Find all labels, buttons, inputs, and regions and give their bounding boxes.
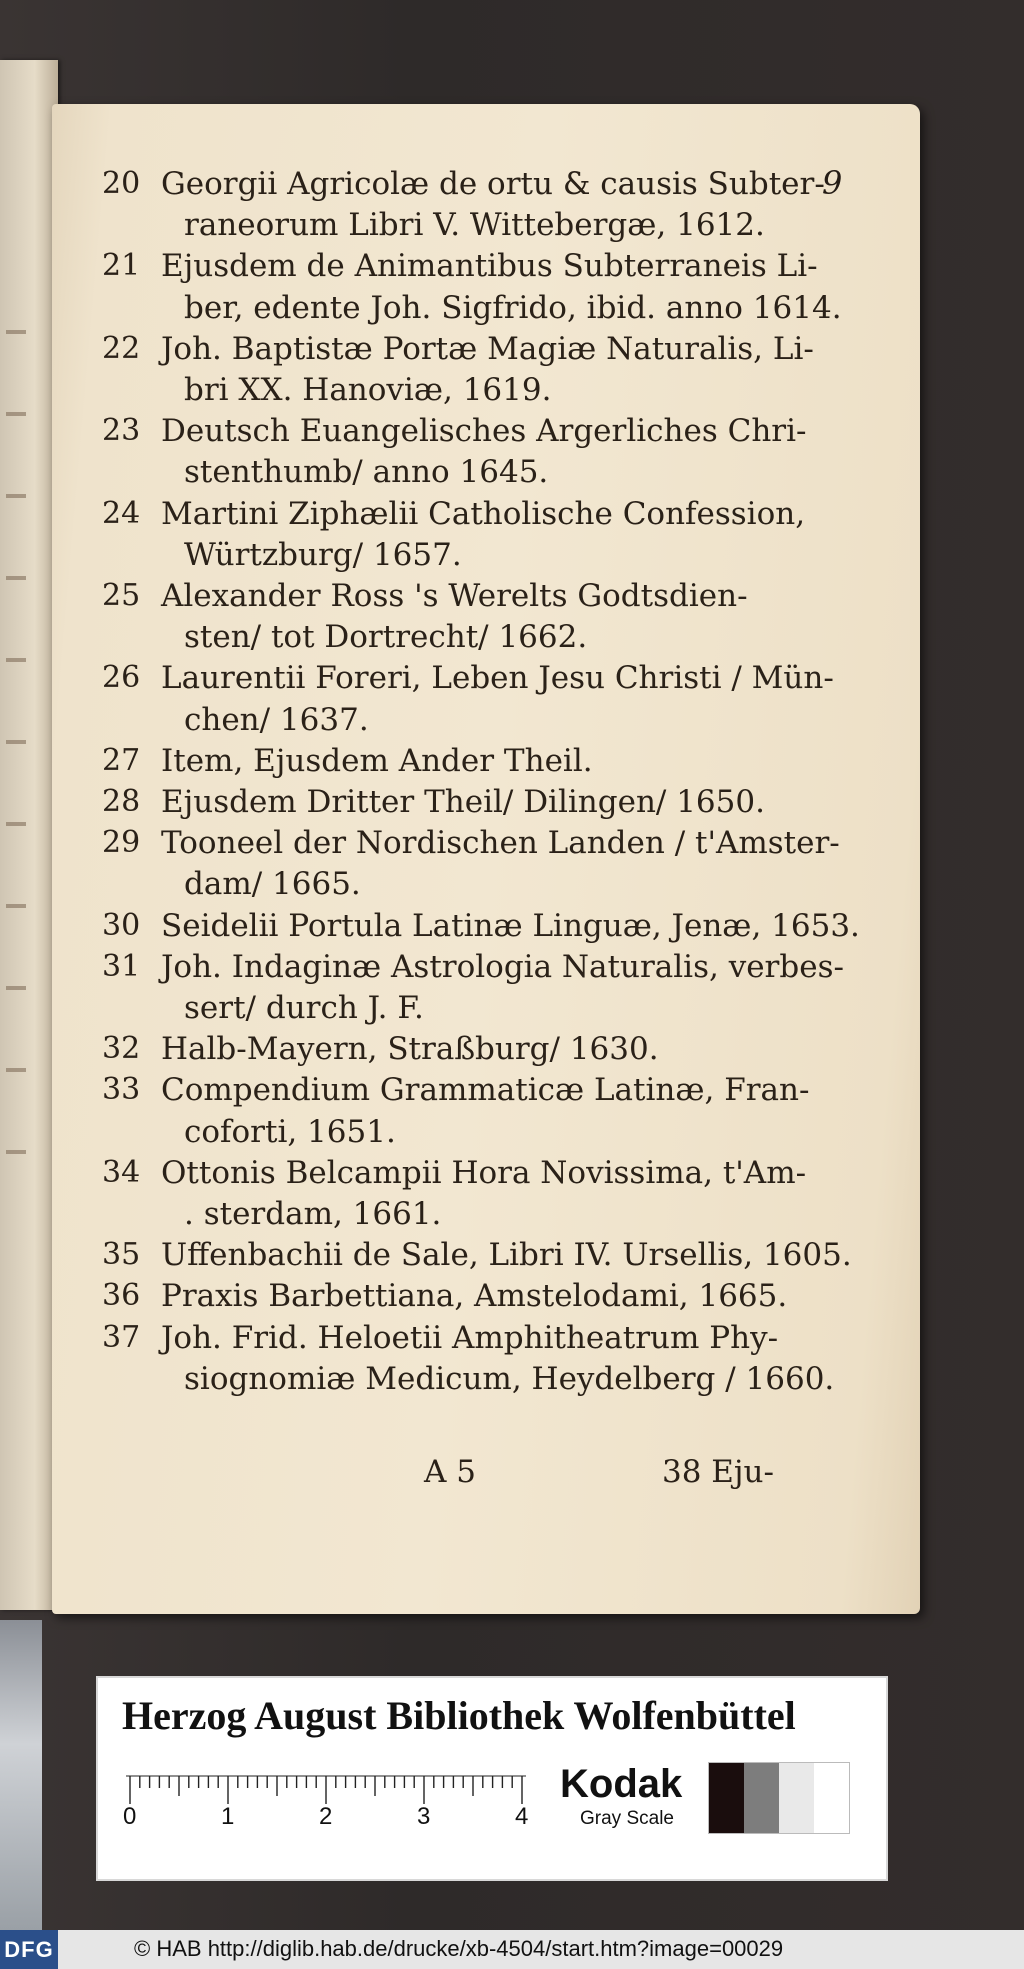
entry-number: 29 [102,825,141,861]
viewer-footer [0,1930,1024,1969]
gray-swatch [779,1763,814,1833]
page-number: 9 [822,164,843,202]
entry-text-line: sten/ tot Dortrecht/ 1662. [184,619,588,656]
entry-number: 37 [102,1319,141,1355]
credit-line [134,1936,783,1962]
entry-text-line: Martini Ziphælii Catholische Confession, [161,495,806,532]
gray-swatch [744,1763,779,1833]
gray-swatch [709,1763,744,1833]
ruler-scale [123,1774,529,1830]
ruler-label: 4 [515,1803,529,1830]
entry-text-line: . sterdam, 1661. [184,1196,442,1232]
entry-text-line: Seidelii Portula Latinæ Linguæ, Jenæ, 1653. [161,907,860,944]
entry-text-line: raneorum Libri V. Wittebergæ, 1612. [184,207,765,244]
entry-number: 34 [102,1154,141,1190]
entry-number: 26 [102,660,141,696]
signature-mark: A 5 [424,1454,476,1490]
entry-text-line: dam/ 1665. [184,866,361,903]
entry-text-line: Ottonis Belcampii Hora Novissima, t'Am- [161,1154,807,1191]
entry-number: 33 [102,1072,141,1108]
copyright-text: © HAB [134,1936,202,1961]
gray-scale-label: Gray Scale [580,1808,674,1829]
entry-text-line: Ejusdem de Animantibus Subterraneis Li- [161,248,818,285]
entry-text-line: stenthumb/ anno 1645. [184,454,549,491]
ruler-label: 3 [417,1803,431,1830]
entry-number: 23 [102,413,141,449]
target-title: Herzog August Bibliothek Wolfenbüttel [122,1693,796,1738]
color-target-card [96,1676,888,1881]
entry-number: 36 [102,1278,141,1314]
entry-text-line: Laurentii Foreri, Leben Jesu Christi / Mün- [161,660,834,697]
entry-number: 30 [102,907,141,943]
entry-text-line: Joh. Indaginæ Astrologia Naturalis, verbes- [161,948,844,985]
entry-text-line: Alexander Ross 's Werelts Godtsdien- [161,578,748,614]
entry-number: 35 [102,1237,141,1273]
entry-number: 25 [102,578,141,613]
entry-text-line: bri XX. Hanoviæ, 1619. [184,372,552,408]
entry-number: 24 [102,495,141,531]
previous-page-edge [0,60,58,1610]
entry-text-line: sert/ durch J. F. [184,990,424,1026]
ruler-label: 2 [319,1803,333,1830]
gray-scale-swatches [708,1762,850,1834]
entry-number: 32 [102,1031,141,1067]
catchword: 38 Eju- [662,1454,774,1490]
dfg-logo: DFG [0,1930,58,1969]
entry-text-line: Deutsch Euangelisches Argerliches Chri- [161,413,807,450]
kodak-logo-text: Kodak [560,1762,683,1806]
entry-text-line: Compendium Grammaticæ Latinæ, Fran- [161,1072,810,1109]
entry-number: 21 [102,248,141,284]
entry-text-line: ber, edente Joh. Sigfrido, ibid. anno 1614. [184,289,842,326]
scanner-frame-strip [0,1620,42,1930]
entry-number: 20 [102,166,141,201]
entry-text-line: Joh. Frid. Heloetii Amphitheatrum Phy- [161,1319,779,1356]
source-url-link[interactable]: http://diglib.hab.de/drucke/xb-4504/start.htm?image=00029 [207,1936,784,1961]
entry-text-line: Würtzburg/ 1657. [184,536,462,573]
entry-text-line: Halb-Mayern, Straßburg/ 1630. [161,1031,659,1068]
entry-list [52,104,920,1614]
entry-text-line: Joh. Baptistæ Portæ Magiæ Naturalis, Li- [161,330,814,367]
bleed-through-marks [6,260,26,1160]
gray-swatch [814,1763,849,1833]
entry-text-line: Uffenbachii de Sale, Libri IV. Ursellis, 1605. [161,1237,852,1274]
entry-number: 27 [102,742,141,778]
entry-text-line: coforti, 1651. [184,1113,396,1150]
entry-text-line: Praxis Barbettiana, Amstelodami, 1665. [161,1278,788,1315]
entry-text-line: chen/ 1637. [184,701,369,738]
entry-text-line: Item, Ejusdem Ander Theil. [161,742,593,779]
ruler-label: 1 [221,1803,235,1830]
book-page [52,104,920,1614]
entry-text-line: Tooneel der Nordischen Landen / t'Amster- [161,825,840,862]
entry-text-line: siognomiæ Medicum, Heydelberg / 1660. [184,1360,835,1397]
entry-text-line: Ejusdem Dritter Theil/ Dilingen/ 1650. [161,784,765,820]
entry-text-line: Georgii Agricolæ de ortu & causis Subter- [161,166,825,202]
entry-number: 31 [102,948,141,984]
entry-number: 28 [102,784,141,819]
entry-number: 22 [102,330,141,366]
ruler-label: 0 [123,1803,137,1830]
